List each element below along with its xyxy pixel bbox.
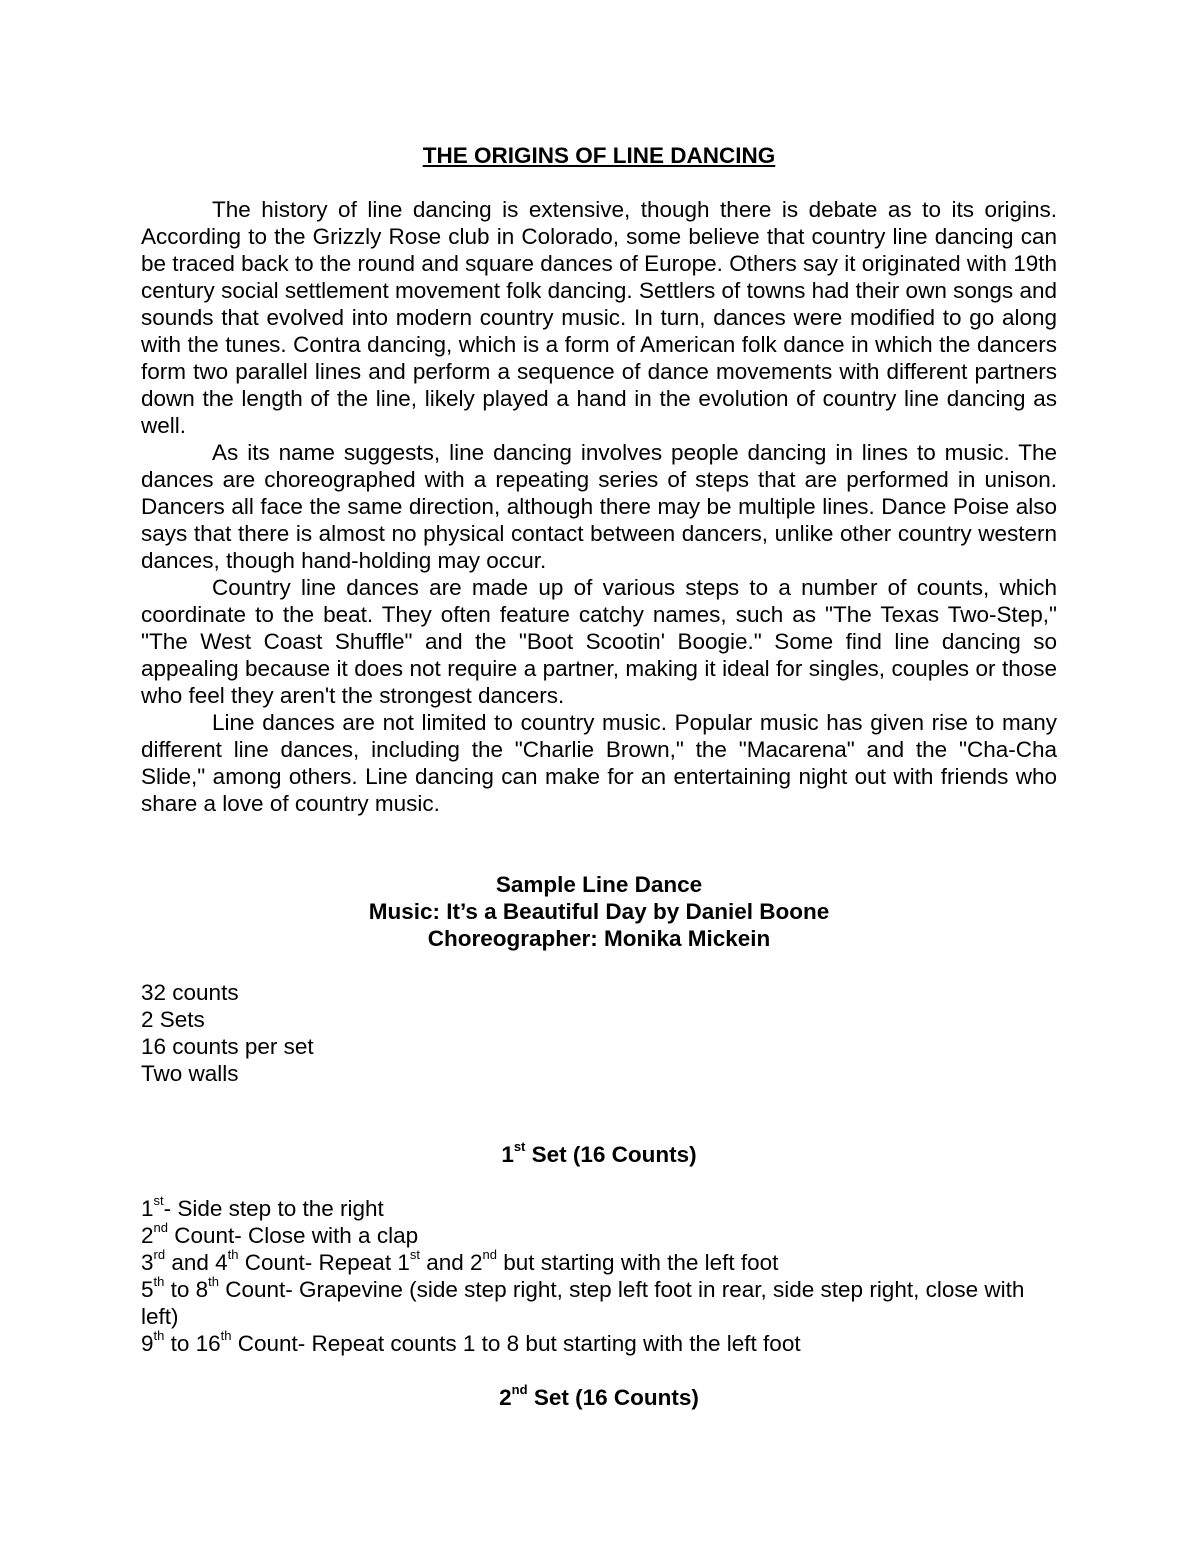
step-count: 3 (141, 1250, 154, 1275)
step-text: Count- Close with a clap (167, 1223, 419, 1248)
step-ordinal: st (153, 1192, 164, 1208)
step-ordinal: th (153, 1273, 165, 1289)
paragraph: As its name suggests, line dancing involves people dancing in lines to music. The dances are choreographed with a repeating series of steps that are performed in unison. Dancers all face the same direction, although there may be multiple lines. Dance Poise also says that there is almost no physical contact between dancers, unlike other country western dances, though hand-holding may occur. (141, 440, 1057, 573)
article-body (141, 196, 1057, 817)
paragraph: The history of line dancing is extensive, though there is debate as to its origins. According to the Grizzly Rose club in Colorado, some believe that country line dancing can be traced back to the round and square dances of Europe. Others say it originated with 19th century social settlement movement folk dancing. Settlers of towns had their own songs and sounds that evolved into modern country music. In turn, dances were modified to go along with the tunes. Contra dancing, which is a form of American folk dance in which the dancers form two parallel lines and perform a sequence of dance movements with different partners down the length of the line, likely played a hand in the evolution of country line dancing as well. (141, 197, 1057, 438)
step-count: to 16 (164, 1331, 221, 1356)
set2-number: 2 (499, 1385, 512, 1410)
set2-heading (141, 1381, 1057, 1411)
counts-per-set-info: 16 counts per set (141, 1034, 314, 1059)
step-item (141, 1273, 1057, 1330)
set1-label: Set (16 Counts) (525, 1142, 697, 1167)
step-count: 2 (141, 1223, 154, 1248)
step-text: Count- Repeat counts 1 to 8 but starting with the left foot (231, 1331, 801, 1356)
step-ordinal: th (208, 1273, 219, 1289)
document-page (141, 142, 1057, 1411)
sample-heading: Sample Line Dance (495, 872, 703, 897)
document-title: THE ORIGINS OF LINE DANCING (422, 143, 776, 168)
counts-info: 32 counts (141, 980, 239, 1005)
step-ordinal: rd (153, 1246, 166, 1262)
step-ordinal: nd (153, 1219, 168, 1235)
paragraph: Country line dances are made up of various steps to a number of counts, which coordinate to the beat. They often feature catchy names, such as "The Texas Two-Step," "The West Coast Shuffle" and the "Boot Scootin' Boogie." Some find line dancing so appealing because it does not require a partner, making it ideal for singles, couples or those who feel they aren't the strongest dancers. (141, 575, 1057, 708)
dance-info-list (141, 979, 1057, 1087)
step-count: 5 (141, 1277, 154, 1302)
step-text: but starting with the left foot (497, 1250, 779, 1275)
step-item (141, 1327, 1057, 1357)
step-count: 1 (141, 1196, 154, 1221)
set1-heading (141, 1138, 1057, 1168)
set1-steps (141, 1192, 1057, 1357)
step-count: 9 (141, 1331, 154, 1356)
set1-ordinal: st (513, 1138, 526, 1154)
step-ordinal: th (227, 1246, 239, 1262)
step-text: Count- Grapevine (side step right, step left foot in rear, side step right, close with left) (141, 1277, 1025, 1329)
set1-number: 1 (501, 1142, 514, 1167)
step-text: Count- Repeat 1 (238, 1250, 410, 1275)
step-count: and 4 (165, 1250, 228, 1275)
sample-dance-header (141, 871, 1057, 952)
step-text: - Side step to the right (163, 1196, 384, 1221)
choreographer-credit: Choreographer: Monika Mickein (427, 926, 771, 951)
step-count: and 2 (419, 1250, 483, 1275)
step-ordinal: st (409, 1246, 420, 1262)
sets-info: 2 Sets (141, 1007, 205, 1032)
step-item (141, 1192, 1057, 1222)
music-credit: Music: It’s a Beautiful Day by Daniel Boone (368, 899, 830, 924)
set2-label: Set (16 Counts) (527, 1385, 699, 1410)
walls-info: Two walls (141, 1061, 239, 1086)
step-count: to 8 (164, 1277, 209, 1302)
step-ordinal: th (153, 1327, 165, 1343)
step-item (141, 1246, 1057, 1276)
step-item (141, 1219, 1057, 1249)
paragraph: Line dances are not limited to country music. Popular music has given rise to many different line dances, including the "Charlie Brown," the "Macarena" and the "Cha-Cha Slide," among others. Line dancing can make for an entertaining night out with friends who share a love of country music. (141, 710, 1057, 816)
set2-ordinal: nd (511, 1381, 528, 1397)
step-ordinal: nd (482, 1246, 497, 1262)
step-ordinal: th (220, 1327, 232, 1343)
